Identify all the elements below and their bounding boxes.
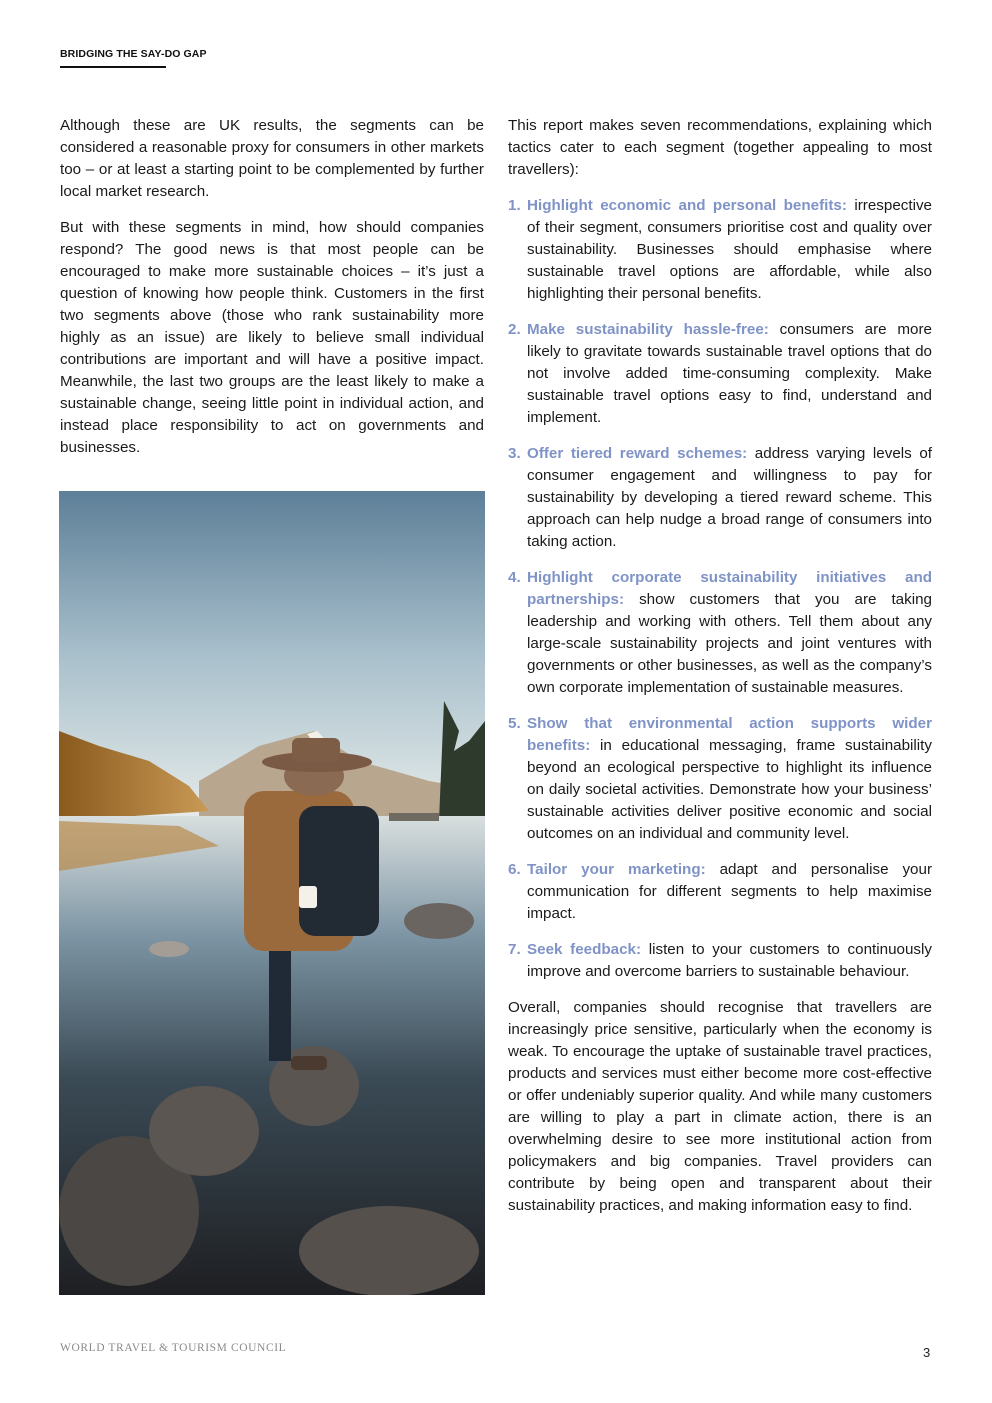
- recommendations-intro: This report makes seven recommendations, explaining which tactics cater to each segment (together appealing to most travellers):: [508, 117, 932, 178]
- header-title: BRIDGING THE SAY-DO GAP: [60, 48, 207, 60]
- item-title: Show that environmental action supports wider benefits:: [527, 715, 932, 754]
- hat-crown: [292, 738, 340, 762]
- recommendation-item: [508, 859, 932, 925]
- photo-illustration: [59, 491, 485, 1295]
- item-title: Highlight corporate sustainability initiatives and partnerships:: [527, 569, 932, 608]
- header-underline: [60, 66, 166, 68]
- running-header: [60, 48, 207, 68]
- item-title: Highlight economic and personal benefits:: [527, 197, 847, 214]
- item-text: address varying levels of consumer engagement and willingness to pay for sustainability by developing a tiered reward scheme. This approach can help nudge a broad range of consumers into taking action.: [527, 445, 932, 550]
- rock: [404, 903, 474, 939]
- enamel-mug: [299, 886, 317, 908]
- item-text: adapt and personalise your communication for different segments to help maximise impact.: [527, 861, 932, 922]
- page-number: 3: [923, 1345, 931, 1360]
- rock: [299, 1206, 479, 1295]
- recommendation-item: [508, 443, 932, 553]
- item-title: Offer tiered reward schemes:: [527, 445, 748, 462]
- item-text: irrespective of their segment, consumers prioritise cost and quality over sustainability. Businesses should emphasise where sustainable travel options are affordable, while also highlighting their personal benefits.: [527, 197, 933, 302]
- item-text: show customers that you are taking leadership and working with others. Tell them about any large-scale sustainability projects and joint ventures with governments or other businesses, as well as the company’s own corporate implementation of sustainable measures.: [527, 591, 932, 696]
- item-text: listen to your customers to continuously improve and overcome barriers to sustainable behaviour.: [527, 941, 932, 980]
- recommendation-item: [508, 195, 932, 305]
- rock: [149, 1086, 259, 1176]
- item-number: 7.: [508, 941, 521, 958]
- item-number: 6.: [508, 861, 521, 878]
- recommendation-item: [508, 713, 932, 845]
- item-number: 1.: [508, 197, 521, 214]
- recommendation-item: [508, 567, 932, 699]
- footer-organization: WORLD TRAVEL & TOURISM COUNCIL: [60, 1342, 287, 1354]
- item-number: 5.: [508, 715, 521, 732]
- recommendation-item: [508, 939, 932, 983]
- left-column: [60, 115, 484, 473]
- item-title: Make sustainability hassle-free:: [527, 321, 769, 338]
- rock: [149, 941, 189, 957]
- hiker-boots: [291, 1056, 327, 1070]
- item-text: in educational messaging, frame sustainability beyond an ecological perspective to highlight its influence on daily societal activities. Demonstrate how your business’ sustainable activities deliver positive economic and social outcomes on an individual and community level.: [527, 737, 932, 842]
- recommendation-item: [508, 319, 932, 429]
- item-number: 4.: [508, 569, 521, 586]
- dock: [389, 813, 439, 821]
- hiker-lake-photo: [59, 491, 485, 1295]
- paragraph: But with these segments in mind, how should companies respond? The good news is that most people can be encouraged to make more sustainable choices – it’s just a question of knowing how people think. Customers in the first two segments above (those who rank sustainability more highly as an issue) are likely to believe small individual contributions are important and will have a positive impact. Meanwhile, the last two groups are the least likely to make a sustainable change, seeing little point in individual action, and instead place responsibility to act on governments and businesses.: [60, 219, 484, 456]
- paragraph: Although these are UK results, the segments can be considered a reasonable proxy for consumers in other markets too – or at least a starting point to be complemented by further local market research.: [60, 117, 484, 200]
- recommendations-list: [508, 195, 932, 983]
- item-text: consumers are more likely to gravitate towards sustainable travel options that do not involve added time-consuming complexity. Make sustainable travel options easy to find, understand and implement.: [527, 321, 932, 426]
- item-title: Seek feedback:: [527, 941, 642, 958]
- item-number: 2.: [508, 321, 521, 338]
- conclusion-paragraph: Overall, companies should recognise that travellers are increasingly price sensitive, particularly when the economy is weak. To encourage the uptake of sustainable travel practices, products and services must either become more cost-effective or offer undeniably superior quality. And while many customers are willing to play a part in climate action, there is an overwhelming desire to see more institutional action from policymakers and big companies. Travel providers can contribute by being open and transparent about their sustainability practices, and making information easy to find.: [508, 999, 932, 1214]
- right-column: [508, 115, 932, 1231]
- hiker-backpack: [299, 806, 379, 936]
- item-title: Tailor your marketing:: [527, 861, 706, 878]
- item-number: 3.: [508, 445, 521, 462]
